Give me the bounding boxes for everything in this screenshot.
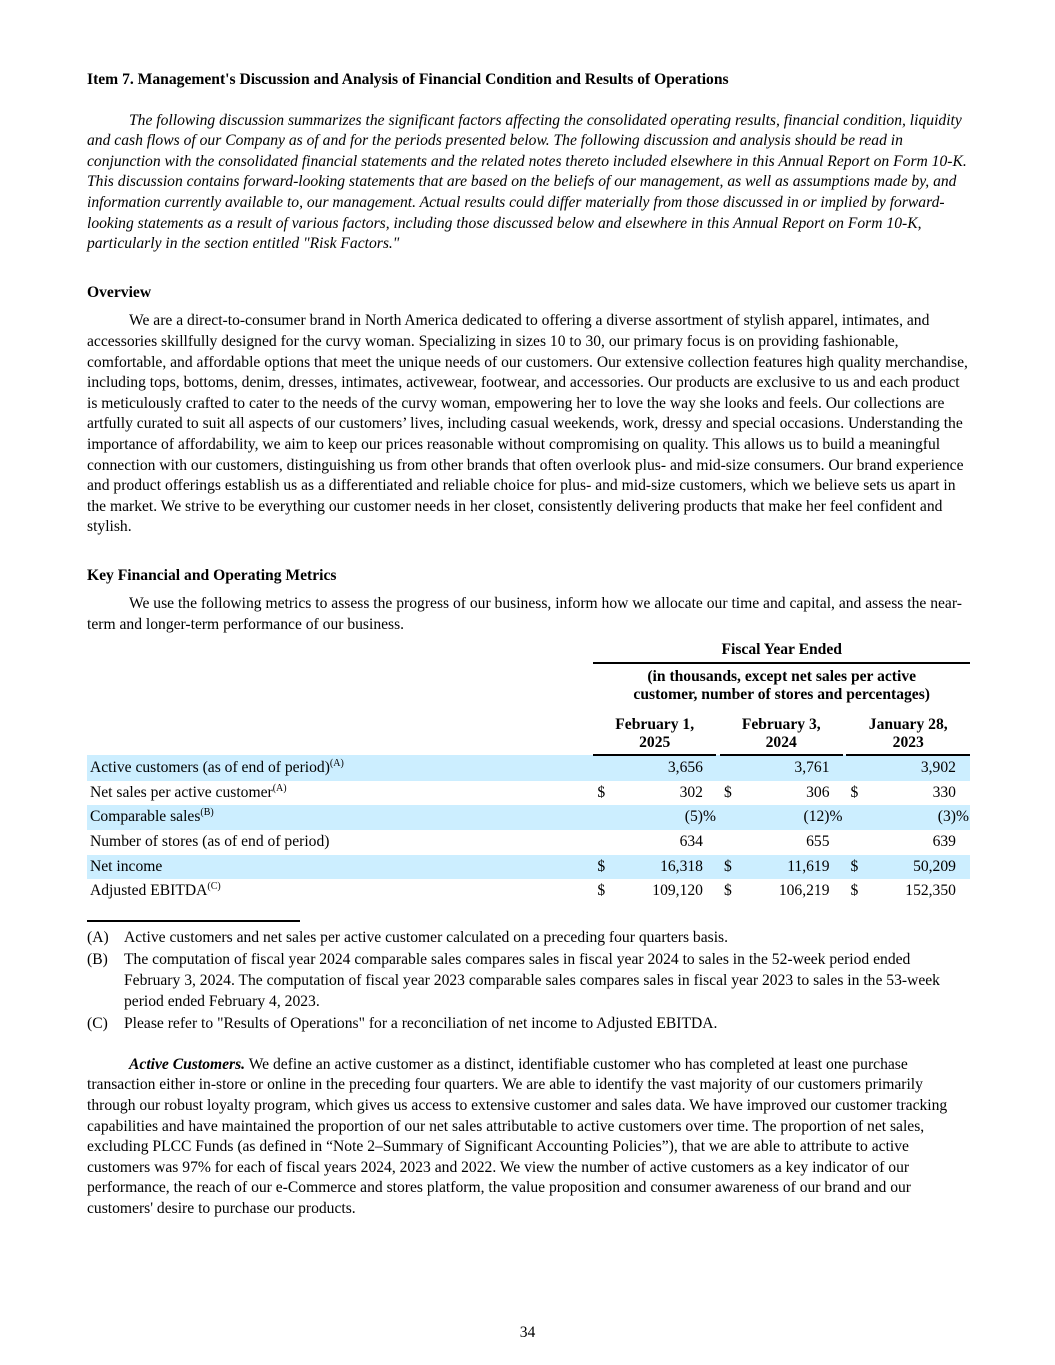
table-row [87, 879, 970, 904]
row-label-text: Adjusted EBITDA [90, 882, 208, 900]
active-customers-text: We define an active customer as a distinct, identifiable customer who has completed at least one purchase transaction either in-store or online in the preceding four quarters. We are able to identify the vast majority of our customers primarily through our robust loyalty program, which gives us access to extensive customer and sales data. We have improved our customer tracking capabilities and have maintained the proportion of our net sales attributable to active customers over time. The proportion of net sales, excluding PLCC Funds (as defined in “Note 2–Summary of Significant Accounting Policies”), that we are able to attribute to active customers was 97% for each of fiscal years 2024, 2023 and 2022. We view the number of active customers as a key indicator of our performance, the reach of our e-Commerce and stores platform, the value proposition and consumer awareness of our brand and our customers' desire to purchase our products. [87, 1055, 948, 1217]
cell-value: 16,318 [623, 855, 703, 880]
footnotes [87, 928, 970, 1035]
footnote-text: The computation of fiscal year 2024 comparable sales compares sales in fiscal year 2024 to sales in the 52-week period ended February 3, 2024. The computation of fiscal year 2023 comparable sales compares sales in fiscal year 2023 to sales in the 53-week period ended February 4, 2023. [124, 951, 940, 1010]
footnote-key: (C) [87, 1015, 108, 1033]
active-customers-lead: Active Customers. [129, 1055, 246, 1073]
row-label [87, 855, 593, 880]
cell-value: 50,209 [876, 855, 956, 880]
footnote-ref: (A) [272, 782, 287, 794]
footnote-text: Active customers and net sales per active customer calculated on a preceding four quarters basis. [124, 928, 729, 946]
column-header: February 3, 2024 [720, 710, 843, 755]
row-label-text: Net income [90, 857, 163, 875]
cell-suffix: % [956, 805, 970, 830]
cell-suffix [830, 879, 843, 904]
row-label [87, 879, 593, 904]
cell-value: 106,219 [778, 882, 830, 900]
cell-suffix [956, 855, 970, 880]
cell-value: 3,761 [750, 755, 830, 781]
cell-value: 302 [679, 783, 703, 801]
cell-suffix [830, 755, 843, 781]
overview-heading: Overview [87, 283, 152, 301]
footnote [87, 1014, 970, 1035]
cell-value: 330 [932, 783, 956, 801]
cell-suffix [956, 755, 970, 781]
currency-symbol: $ [850, 882, 859, 900]
table-row [87, 830, 970, 855]
cell-suffix [703, 755, 716, 781]
cell-suffix: % [703, 805, 716, 830]
row-label [87, 781, 593, 806]
row-label-text: Net sales per active customer [90, 783, 273, 801]
document-page [87, 70, 970, 1220]
currency-symbol: $ [723, 783, 732, 801]
row-label-text: Number of stores (as of end of period) [90, 833, 330, 851]
table-row [87, 755, 970, 781]
cell-value: 109,120 [652, 882, 703, 900]
section-heading: Item 7. Management's Discussion and Analysis of Financial Condition and Results of Operations [87, 71, 729, 88]
footnote-key: (B) [87, 951, 108, 969]
group-header: Fiscal Year Ended [593, 638, 970, 664]
page-number: 34 [519, 1324, 536, 1341]
currency-symbol: $ [593, 855, 623, 880]
currency-symbol [720, 805, 750, 830]
footnote-key: (A) [87, 928, 109, 946]
cell-value: 634 [679, 833, 703, 851]
cell-value: 3,656 [623, 755, 703, 781]
currency-symbol: $ [723, 882, 732, 900]
cell-value: 655 [806, 833, 830, 851]
currency-symbol [846, 830, 876, 855]
column-header: February 1, 2025 [593, 710, 716, 755]
cell-suffix [703, 781, 716, 806]
currency-symbol [593, 805, 623, 830]
currency-symbol [593, 830, 623, 855]
currency-symbol [846, 805, 876, 830]
currency-symbol [593, 755, 623, 781]
cell-value: (12) [750, 805, 830, 830]
cell-value: 11,619 [750, 855, 830, 880]
currency-symbol: $ [720, 855, 750, 880]
cell-suffix [956, 781, 970, 806]
cell-value: 3,902 [876, 755, 956, 781]
cell-suffix [956, 830, 970, 855]
footnote-text: Please refer to "Results of Operations" for a reconciliation of net income to Adjusted EBITDA. [124, 1015, 718, 1033]
row-label-text: Comparable sales [90, 808, 201, 826]
cell-value: (5) [623, 805, 703, 830]
currency-symbol: $ [597, 882, 606, 900]
row-label [87, 830, 593, 855]
row-label [87, 805, 593, 830]
footnote-ref: (B) [200, 807, 214, 819]
currency-symbol: $ [846, 855, 876, 880]
active-customers-paragraph [87, 1055, 970, 1220]
overview-paragraph: We are a direct-to-consumer brand in North America dedicated to offering a diverse assortment of stylish apparel, intimates, and accessories skillfully designed for the curvy woman. Specializing in sizes 10 to 30, our primary focus is on providing fashionable, comfortable, and affordable options that meet the unique needs of our customers. Our extensive collection features high quality merchandise, including tops, bottoms, denim, dresses, intimates, activewear, footwear, and accessories. Our products are exclusive to us and each product is meticulously crafted to cater to the needs of the curvy woman, empowering her to love the way she looks and feels. Our collections are artfully curated to suit all aspects of our customers’ lives, including casual weekends, work, dressy and special occasions. Understanding the importance of affordability, we aim to keep our prices reasonable without compromising on quality. This allows us to build a meaningful connection with our customers, distinguishing us from other brands that often overlook plus- and mid-size consumers. Our brand experience and product offerings establish us as a differentiated and reliable choice for plus- and mid-size customers, which we believe sets us apart in the market. We strive to be everything our customer needs in her closet, consistently delivering products that make her feel confident and stylish. [87, 312, 968, 536]
table-row [87, 855, 970, 880]
currency-symbol: $ [597, 783, 606, 801]
intro-paragraph: The following discussion summarizes the significant factors affecting the consolidated operating results, financial condition, liquidity and cash flows of our Company as of and for the periods presented below. The following discussion and analysis should be read in conjunction with the consolidated financial statements and the related notes thereto included elsewhere in this Annual Report on Form 10-K. This discussion contains forward-looking statements that are based on the beliefs of our management, as well as assumptions made by, and information currently available to, our management. Actual results could differ materially from those discussed in or implied by forward-looking statements as a result of various factors, including those discussed below and elsewhere in this Annual Report on Form 10-K, particularly in the section entitled "Risk Factors." [87, 111, 967, 253]
footnote [87, 950, 970, 1012]
metrics-table [87, 638, 970, 904]
cell-suffix [703, 855, 716, 880]
row-label [87, 755, 593, 781]
currency-symbol [720, 830, 750, 855]
cell-suffix [830, 855, 843, 880]
cell-value: (3) [876, 805, 956, 830]
cell-suffix [956, 879, 970, 904]
column-header: January 28, 2023 [846, 710, 970, 755]
footnote [87, 928, 970, 949]
cell-suffix [830, 781, 843, 806]
cell-suffix [830, 830, 843, 855]
table-row [87, 805, 970, 830]
footnote-ref: (A) [329, 757, 344, 769]
cell-value: 306 [806, 783, 830, 801]
metrics-heading: Key Financial and Operating Metrics [87, 566, 337, 584]
cell-suffix [703, 830, 716, 855]
cell-suffix: % [830, 805, 843, 830]
sub-header: (in thousands, except net sales per active customer, number of stores and percentages) [633, 668, 930, 704]
table-row [87, 781, 970, 806]
footnote-rule [87, 920, 300, 922]
cell-value: 152,350 [905, 882, 956, 900]
row-label-text: Active customers (as of end of period) [90, 758, 330, 776]
cell-value: 639 [932, 833, 956, 851]
cell-suffix [703, 879, 716, 904]
footnote-ref: (C) [207, 881, 221, 893]
currency-symbol: $ [850, 783, 859, 801]
currency-symbol [720, 755, 750, 781]
currency-symbol [846, 755, 876, 781]
metrics-paragraph: We use the following metrics to assess the progress of our business, inform how we allocate our time and capital, and assess the near-term and longer-term performance of our business. [87, 595, 962, 634]
